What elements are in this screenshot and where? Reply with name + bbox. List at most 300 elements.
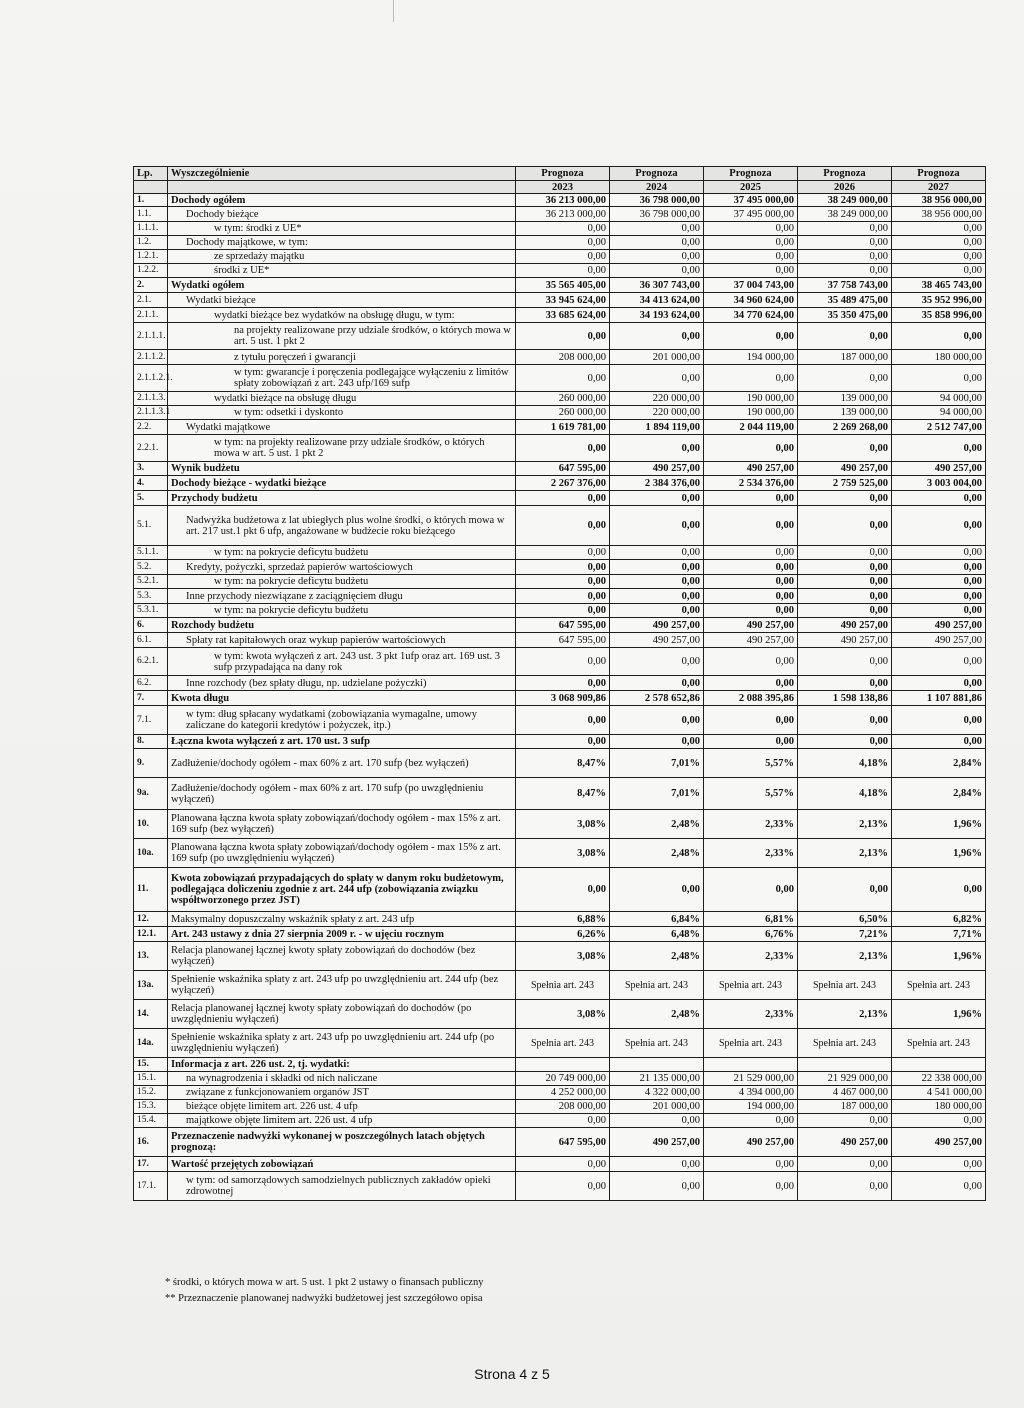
row-value-2023: 8,47% [516,749,610,778]
table-row [134,420,986,435]
row-value-2027: 6,82% [892,912,986,927]
header-year: 2025 [704,181,798,194]
row-value-2027: 1,96% [892,942,986,971]
row-value-2024: 490 257,00 [610,618,704,633]
row-value-2026: 0,00 [798,1157,892,1172]
row-value-2025: 0,00 [704,735,798,749]
row-description: ze sprzedaży majątku [168,250,516,264]
row-value-2024: 0,00 [610,506,704,546]
row-value-2027: 490 257,00 [892,618,986,633]
row-value-2023: 0,00 [516,648,610,676]
row-value-2023: 0,00 [516,589,610,604]
row-value-2024: Spełnia art. 243 [610,971,704,1000]
row-lp: 9. [134,749,168,778]
row-description: Wydatki majątkowe [168,420,516,435]
row-lp: 2.1.1.1. [134,323,168,350]
row-value-2027: 0,00 [892,506,986,546]
row-lp: 13. [134,942,168,971]
row-value-2024: 0,00 [610,1157,704,1172]
row-lp: 12.1. [134,927,168,942]
table-row [134,250,986,264]
row-value-2027: 0,00 [892,365,986,392]
row-value-2025: 0,00 [704,506,798,546]
table-row [134,1157,986,1172]
row-value-2023: 36 213 000,00 [516,207,610,222]
row-value-2027: 0,00 [892,560,986,575]
row-lp: 1. [134,194,168,207]
table-row [134,1114,986,1128]
row-lp: 15.3. [134,1100,168,1114]
row-value-2024: 36 307 743,00 [610,278,704,293]
row-value-2025: 0,00 [704,706,798,735]
row-value-2026: 139 000,00 [798,406,892,420]
row-value-2023: 0,00 [516,706,610,735]
row-value-2027: 180 000,00 [892,1100,986,1114]
row-description: Nadwyżka budżetowa z lat ubiegłych plus wolne środki, o których mowa w art. 217 ust.1 pkt 6 ufp, angażowane w budżecie roku bieżącego [168,506,516,546]
row-lp: 2. [134,278,168,293]
row-value-2027: 0,00 [892,1114,986,1128]
table-row [134,506,986,546]
row-value-2023: 36 213 000,00 [516,194,610,207]
row-value-2025: 2,33% [704,810,798,839]
row-lp: 15.1. [134,1072,168,1086]
row-value-2027: 7,71% [892,927,986,942]
row-value-2027: 0,00 [892,604,986,618]
row-value-2023: 0,00 [516,546,610,560]
row-value-2026: 2 759 525,00 [798,476,892,491]
row-value-2027: Spełnia art. 243 [892,971,986,1000]
row-value-2023: 647 595,00 [516,462,610,476]
row-value-2026: 139 000,00 [798,392,892,406]
row-value-2026: 37 758 743,00 [798,278,892,293]
row-value-2027: 490 257,00 [892,633,986,648]
row-lp: 1.2.2. [134,264,168,278]
table-row [134,1072,986,1086]
row-value-2025: 490 257,00 [704,618,798,633]
row-value-2027: 0,00 [892,735,986,749]
table-row [134,633,986,648]
table-row [134,810,986,839]
row-value-2027: 0,00 [892,323,986,350]
row-value-2027: 2,84% [892,778,986,810]
row-value-2027: 0,00 [892,868,986,912]
row-lp: 12. [134,912,168,927]
row-lp: 5.3.1. [134,604,168,618]
table-row [134,350,986,365]
table-row [134,435,986,462]
header-prognoza: Prognoza [798,167,892,181]
row-value-2025: 37 004 743,00 [704,278,798,293]
header-prognoza: Prognoza [610,167,704,181]
row-value-2023: 3,08% [516,1000,610,1029]
table-row [134,706,986,735]
page-number: Strona 4 z 5 [474,1366,550,1382]
table-row [134,1128,986,1157]
table-row [134,868,986,912]
row-value-2023: 0,00 [516,365,610,392]
row-value-2025: 0,00 [704,264,798,278]
row-value-2026: 0,00 [798,491,892,506]
row-lp: 15.2. [134,1086,168,1100]
row-value-2026: 7,21% [798,927,892,942]
row-value-2027: 1,96% [892,839,986,868]
row-value-2023: 0,00 [516,1157,610,1172]
row-value-2023: 8,47% [516,778,610,810]
row-value-2024: 201 000,00 [610,350,704,365]
table-row [134,323,986,350]
row-lp: 17. [134,1157,168,1172]
row-description: związane z funkcjonowaniem organów JST [168,1086,516,1100]
row-value-2023: Spełnia art. 243 [516,1029,610,1058]
row-value-2025: 0,00 [704,546,798,560]
row-value-2027: 3 003 004,00 [892,476,986,491]
table-row [134,778,986,810]
row-value-2026: 0,00 [798,560,892,575]
row-lp: 14a. [134,1029,168,1058]
table-row [134,1086,986,1100]
row-lp: 6.2. [134,676,168,691]
row-value-2023: 3,08% [516,810,610,839]
row-description: na projekty realizowane przy udziale środków, o których mowa w art. 5 ust. 1 pkt 2 [168,323,516,350]
row-value-2026: 0,00 [798,435,892,462]
table-row [134,222,986,236]
row-lp: 2.2. [134,420,168,435]
row-lp: 15.4. [134,1114,168,1128]
row-value-2023: 0,00 [516,491,610,506]
row-value-2024: 34 193 624,00 [610,308,704,323]
row-lp: 2.1.1. [134,308,168,323]
row-value-2025: 0,00 [704,491,798,506]
row-value-2023: 6,88% [516,912,610,927]
row-value-2025: 21 529 000,00 [704,1072,798,1086]
header-lp: Lp. [134,167,168,181]
row-value-2027: 38 465 743,00 [892,278,986,293]
header-year: 2026 [798,181,892,194]
row-value-2023: 0,00 [516,250,610,264]
row-description: wydatki bieżące na obsługę długu [168,392,516,406]
row-description: Spełnienie wskaźnika spłaty z art. 243 ufp po uwzględnieniu art. 244 ufp (po uwzględnieniu wyłączeń) [168,1029,516,1058]
table-row [134,264,986,278]
table-row [134,476,986,491]
row-value-2023: 3 068 909,86 [516,691,610,706]
row-value-2023: 0,00 [516,676,610,691]
row-value-2023: 0,00 [516,435,610,462]
row-description: w tym: gwarancje i poręczenia podlegające wyłączeniu z limitów spłaty zobowiązań z art. 243 ufp/169 sufp [168,365,516,392]
row-description: Dochody bieżące - wydatki bieżące [168,476,516,491]
row-value-2023: 0,00 [516,604,610,618]
row-value-2026: 0,00 [798,706,892,735]
row-value-2025: 5,57% [704,749,798,778]
table-row [134,648,986,676]
row-value-2024: 0,00 [610,604,704,618]
row-value-2026: 187 000,00 [798,350,892,365]
row-value-2023: 208 000,00 [516,1100,610,1114]
row-lp: 2.1. [134,293,168,308]
row-value-2027: 35 858 996,00 [892,308,986,323]
row-value-2027: 2,84% [892,749,986,778]
row-value-2023: 1 619 781,00 [516,420,610,435]
row-value-2023: 0,00 [516,264,610,278]
row-lp: 17.1. [134,1172,168,1201]
row-value-2023: 33 685 624,00 [516,308,610,323]
row-value-2025: 0,00 [704,323,798,350]
header-description: Wyszczególnienie [168,167,516,181]
row-value-2025: 490 257,00 [704,462,798,476]
row-value-2027: 1 107 881,86 [892,691,986,706]
row-value-2025: 490 257,00 [704,633,798,648]
row-lp: 2.2.1. [134,435,168,462]
row-value-2026: 2,13% [798,839,892,868]
row-value-2024: 220 000,00 [610,406,704,420]
row-value-2025: 6,81% [704,912,798,927]
row-value-2027: 94 000,00 [892,392,986,406]
row-description: Kredyty, pożyczki, sprzedaż papierów wartościowych [168,560,516,575]
row-value-2024: 21 135 000,00 [610,1072,704,1086]
row-value-2024: 7,01% [610,749,704,778]
row-value-2025: 0,00 [704,1172,798,1201]
row-value-2023: 0,00 [516,236,610,250]
row-value-2026: 35 489 475,00 [798,293,892,308]
row-value-2026: Spełnia art. 243 [798,1029,892,1058]
row-value-2025: 2 534 376,00 [704,476,798,491]
row-value-2024: 0,00 [610,491,704,506]
row-value-2026 [798,1058,892,1072]
row-lp: 1.2. [134,236,168,250]
row-value-2026: 0,00 [798,575,892,589]
table-row [134,293,986,308]
row-value-2026: 6,50% [798,912,892,927]
row-description: Relacja planowanej łącznej kwoty spłaty zobowiązań do dochodów (bez wyłączeń) [168,942,516,971]
row-value-2027: 0,00 [892,676,986,691]
row-value-2025: 0,00 [704,648,798,676]
row-value-2023: Spełnia art. 243 [516,971,610,1000]
row-description: Planowana łączna kwota spłaty zobowiązań/dochody ogółem - max 15% z art. 169 sufp (po uwzględnieniu wyłączeń) [168,839,516,868]
row-value-2025: 37 495 000,00 [704,207,798,222]
row-value-2026: 2 269 268,00 [798,420,892,435]
row-lp: 1.1.1. [134,222,168,236]
row-value-2026: 2,13% [798,810,892,839]
row-value-2026: 0,00 [798,868,892,912]
row-value-2023: 0,00 [516,222,610,236]
header-year: 2027 [892,181,986,194]
header-prognoza: Prognoza [704,167,798,181]
table-row [134,1029,986,1058]
row-lp: 7. [134,691,168,706]
row-value-2027: 1,96% [892,810,986,839]
row-description: Relacja planowanej łącznej kwoty spłaty zobowiązań do dochodów (po uwzględnieniu wyłączeń) [168,1000,516,1029]
row-description: Wydatki ogółem [168,278,516,293]
row-value-2025: Spełnia art. 243 [704,1029,798,1058]
row-value-2025: 0,00 [704,589,798,604]
row-value-2025: 37 495 000,00 [704,194,798,207]
row-description: Informacja z art. 226 ust. 2, tj. wydatki: [168,1058,516,1072]
row-value-2024: 36 798 000,00 [610,194,704,207]
row-value-2024: 0,00 [610,735,704,749]
row-description: Maksymalny dopuszczalny wskaźnik spłaty z art. 243 ufp [168,912,516,927]
row-value-2024: 0,00 [610,676,704,691]
row-value-2025: 0,00 [704,575,798,589]
table-row [134,691,986,706]
row-value-2027: 0,00 [892,706,986,735]
row-lp: 5.3. [134,589,168,604]
row-description: Wydatki bieżące [168,293,516,308]
row-value-2025: 0,00 [704,868,798,912]
row-value-2024: Spełnia art. 243 [610,1029,704,1058]
row-value-2027: 0,00 [892,236,986,250]
table-row [134,618,986,633]
table-row [134,1000,986,1029]
row-lp: 2.1.1.3.1 [134,406,168,420]
row-value-2027: 0,00 [892,491,986,506]
row-description: Przychody budżetu [168,491,516,506]
row-value-2026: 0,00 [798,222,892,236]
table-row [134,971,986,1000]
row-value-2023: 2 267 376,00 [516,476,610,491]
table-row [134,1172,986,1201]
row-value-2026: 4 467 000,00 [798,1086,892,1100]
footnote: * środki, o których mowa w art. 5 ust. 1 pkt 2 ustawy o finansach publiczny [165,1277,484,1288]
row-value-2023: 0,00 [516,1172,610,1201]
row-lp: 7.1. [134,706,168,735]
table-row [134,927,986,942]
row-lp: 5.2. [134,560,168,575]
row-value-2024: 2 384 376,00 [610,476,704,491]
table-row [134,462,986,476]
row-value-2025: 4 394 000,00 [704,1086,798,1100]
row-lp: 2.1.1.2.1. [134,365,168,392]
row-value-2024: 1 894 119,00 [610,420,704,435]
row-value-2025: 0,00 [704,365,798,392]
row-value-2024: 0,00 [610,546,704,560]
row-value-2024: 2,48% [610,942,704,971]
row-value-2023: 0,00 [516,323,610,350]
row-value-2026: 0,00 [798,236,892,250]
row-value-2027: 0,00 [892,222,986,236]
row-value-2026: 0,00 [798,264,892,278]
row-value-2026: 0,00 [798,648,892,676]
table-row [134,589,986,604]
row-value-2027: 0,00 [892,1157,986,1172]
row-lp: 13a. [134,971,168,1000]
table-row [134,912,986,927]
table-row [134,278,986,293]
row-lp: 5. [134,491,168,506]
row-value-2024: 490 257,00 [610,633,704,648]
row-value-2026: 0,00 [798,250,892,264]
table-row [134,839,986,868]
row-lp: 15. [134,1058,168,1072]
header-prognoza: Prognoza [516,167,610,181]
row-value-2023: 0,00 [516,735,610,749]
row-value-2024: 6,84% [610,912,704,927]
row-value-2026: 0,00 [798,604,892,618]
row-value-2024: 2,48% [610,839,704,868]
row-value-2027: 490 257,00 [892,462,986,476]
footnotes [165,1275,535,1307]
row-value-2027: 0,00 [892,575,986,589]
row-value-2026: 490 257,00 [798,618,892,633]
row-value-2024: 2,48% [610,1000,704,1029]
row-value-2023: 3,08% [516,942,610,971]
row-value-2027: 4 541 000,00 [892,1086,986,1100]
row-value-2027: 490 257,00 [892,1128,986,1157]
row-value-2027: 1,96% [892,1000,986,1029]
row-value-2025: 0,00 [704,676,798,691]
row-lp: 6. [134,618,168,633]
row-description: Zadłużenie/dochody ogółem - max 60% z art. 170 sufp (po uwzględnieniu wyłączeń) [168,778,516,810]
row-description: wydatki bieżące bez wydatków na obsługę długu, w tym: [168,308,516,323]
row-value-2027: 38 956 000,00 [892,194,986,207]
row-value-2023: 20 749 000,00 [516,1072,610,1086]
row-value-2025: 34 960 624,00 [704,293,798,308]
row-value-2023: 647 595,00 [516,633,610,648]
row-value-2026: 21 929 000,00 [798,1072,892,1086]
header-year: 2024 [610,181,704,194]
row-value-2024: 0,00 [610,435,704,462]
row-value-2023: 4 252 000,00 [516,1086,610,1100]
row-value-2023: 260 000,00 [516,392,610,406]
table-row [134,1100,986,1114]
scan-artifact [393,0,394,22]
row-value-2026: 1 598 138,86 [798,691,892,706]
row-value-2023: 0,00 [516,575,610,589]
row-value-2023 [516,1058,610,1072]
row-value-2024 [610,1058,704,1072]
table-row [134,491,986,506]
row-value-2025: 0,00 [704,1114,798,1128]
row-description: w tym: odsetki i dyskonto [168,406,516,420]
row-description: w tym: na projekty realizowane przy udziale środków, o których mowa w art. 5 ust. 1 pkt 2 [168,435,516,462]
row-value-2027: 0,00 [892,546,986,560]
row-value-2026: Spełnia art. 243 [798,971,892,1000]
row-value-2024: 0,00 [610,868,704,912]
row-value-2027: 0,00 [892,648,986,676]
row-lp: 16. [134,1128,168,1157]
row-value-2027: 94 000,00 [892,406,986,420]
row-lp: 5.1. [134,506,168,546]
row-value-2024: 0,00 [610,222,704,236]
row-description: Dochody bieżące [168,207,516,222]
financial-forecast-table [133,166,986,1201]
row-value-2024: 0,00 [610,323,704,350]
row-value-2025: 0,00 [704,1157,798,1172]
row-description: Rozchody budżetu [168,618,516,633]
row-value-2027: 0,00 [892,264,986,278]
row-value-2024: 0,00 [610,264,704,278]
row-description: Przeznaczenie nadwyżki wykonanej w poszczególnych latach objętych prognozą: [168,1128,516,1157]
row-value-2026: 490 257,00 [798,633,892,648]
row-description: w tym: kwota wyłączeń z art. 243 ust. 3 pkt 1ufp oraz art. 169 ust. 3 sufp przypadająca na dany rok [168,648,516,676]
row-value-2025: 190 000,00 [704,406,798,420]
row-description: Wynik budżetu [168,462,516,476]
row-value-2024: 2,48% [610,810,704,839]
row-value-2024: 0,00 [610,560,704,575]
row-description: majątkowe objęte limitem art. 226 ust. 4 ufp [168,1114,516,1128]
row-value-2023: 260 000,00 [516,406,610,420]
row-value-2024: 4 322 000,00 [610,1086,704,1100]
row-value-2024: 0,00 [610,575,704,589]
row-value-2023: 0,00 [516,868,610,912]
row-lp: 2.1.1.2. [134,350,168,365]
row-value-2025: 0,00 [704,236,798,250]
row-value-2024: 490 257,00 [610,462,704,476]
row-value-2024: 201 000,00 [610,1100,704,1114]
row-value-2026: 2,13% [798,1000,892,1029]
table-row [134,365,986,392]
row-description: Spełnienie wskaźnika spłaty z art. 243 ufp po uwzględnieniu art. 244 ufp (bez wyłączeń) [168,971,516,1000]
row-value-2026: 38 249 000,00 [798,207,892,222]
row-value-2024: 34 413 624,00 [610,293,704,308]
